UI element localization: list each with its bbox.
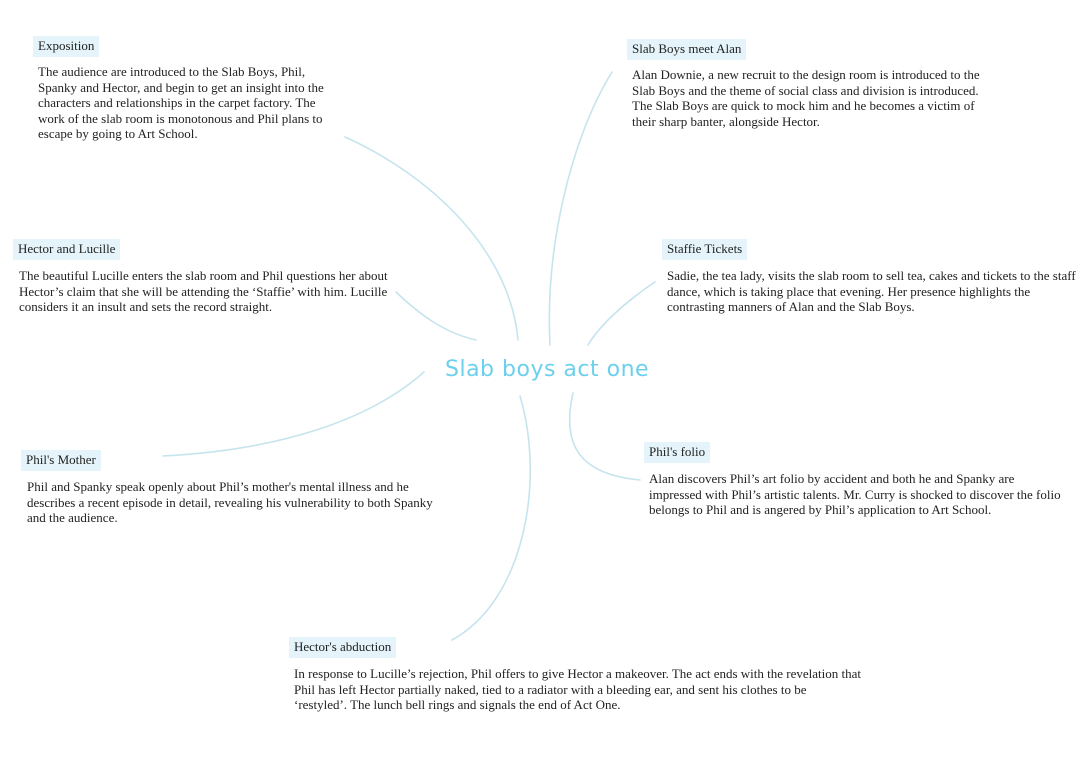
branch-line-slab-boys-meet-alan xyxy=(549,72,612,345)
branch-line-staffie-tickets xyxy=(588,282,655,345)
topic-title-hector-and-lucille[interactable]: Hector and Lucille xyxy=(13,239,120,260)
topic-text-hector-and-lucille: The beautiful Lucille enters the slab room and Phil questions her about Hector’s claim that she will be attending the ‘Staffie’ with him. Lucille considers it an insult and sets the record straight. xyxy=(19,268,388,315)
central-topic[interactable]: Slab boys act one xyxy=(445,357,650,382)
topic-text-phils-folio: Alan discovers Phil’s art folio by accident and both he and Spanky are impressed with Phil’s artistic talents. Mr. Curry is shocked to discover the folio belongs to Phil and is angered by Phil’s application to Art School. xyxy=(649,471,1061,518)
topic-text-exposition: The audience are introduced to the Slab Boys, Phil, Spanky and Hector, and begin to get an insight into the characters and relationships in the carpet factory. The work of the slab room is monotonous and Phil plans to escape by going to Art School. xyxy=(38,64,324,142)
topic-text-staffie-tickets: Sadie, the tea lady, visits the slab room to sell tea, cakes and tickets to the staff dance, which is taking place that evening. Her presence highlights the contrasting manners of Alan and the Slab Boys. xyxy=(667,268,1076,315)
topic-title-staffie-tickets[interactable]: Staffie Tickets xyxy=(662,239,747,260)
branch-line-hectors-abduction xyxy=(452,396,530,640)
branch-line-hector-and-lucille xyxy=(396,292,476,340)
topic-title-hectors-abduction[interactable]: Hector's abduction xyxy=(289,637,396,658)
branch-line-phils-mother xyxy=(163,372,424,456)
topic-text-phils-mother: Phil and Spanky speak openly about Phil’s mother's mental illness and he describes a recent episode in detail, revealing his vulnerability to both Spanky and the audience. xyxy=(27,479,433,526)
topic-title-exposition[interactable]: Exposition xyxy=(33,36,99,57)
branch-line-phils-folio xyxy=(570,393,640,480)
topic-text-slab-boys-meet-alan: Alan Downie, a new recruit to the design room is introduced to the Slab Boys and the theme of social class and division is introduced. The Slab Boys are quick to mock him and he becomes a victim of their sharp banter, alongside Hector. xyxy=(632,67,980,129)
topic-text-hectors-abduction: In response to Lucille’s rejection, Phil offers to give Hector a makeover. The act ends with the revelation that Phil has left Hector partially naked, tied to a radiator with a bleeding ear, and sent his clothes to be ‘restyled’. The lunch bell rings and signals the end of Act One. xyxy=(294,666,862,713)
topic-title-phils-folio[interactable]: Phil's folio xyxy=(644,442,710,463)
topic-title-slab-boys-meet-alan[interactable]: Slab Boys meet Alan xyxy=(627,39,746,60)
topic-title-phils-mother[interactable]: Phil's Mother xyxy=(21,450,101,471)
